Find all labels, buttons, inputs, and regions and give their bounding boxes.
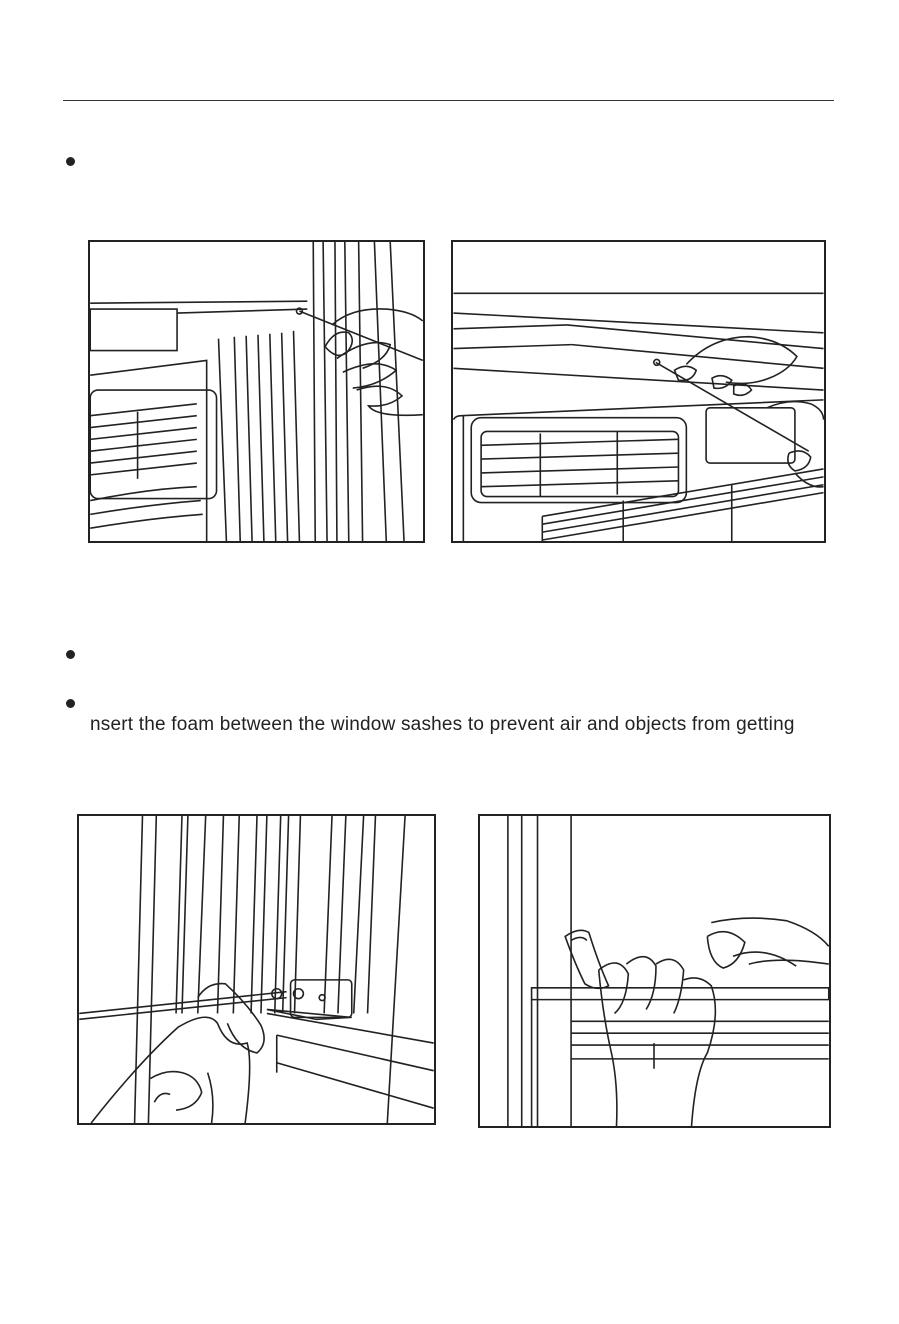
figure-screw-top-unit (451, 240, 826, 543)
bullet-1 (66, 157, 75, 166)
bullet-2 (66, 650, 75, 659)
figure-screw-side-frame (88, 240, 425, 543)
figure-install-bracket (77, 814, 436, 1125)
figure-insert-foam (478, 814, 831, 1128)
header-rule (63, 100, 834, 101)
foam-instruction-text: nsert the foam between the window sashes to prevent air and objects from getting (90, 714, 795, 735)
bullet-3 (66, 699, 75, 708)
